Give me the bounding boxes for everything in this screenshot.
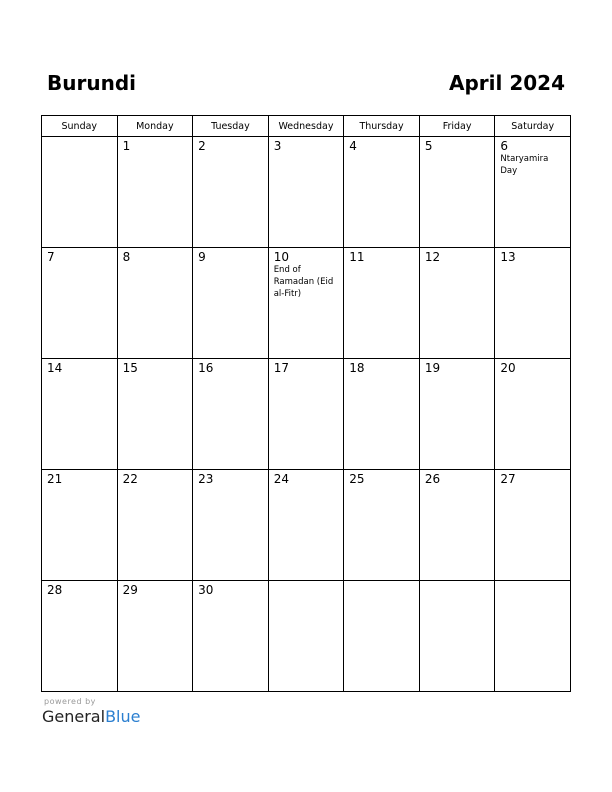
country-title: Burundi	[47, 71, 136, 95]
holiday-label: End of Ramadan (Eid al-Fitr)	[273, 265, 334, 299]
weekday-thursday: Thursday	[344, 116, 420, 137]
day-number: 11	[349, 250, 365, 264]
day-cell	[344, 359, 420, 470]
day-number: 4	[349, 139, 357, 153]
day-number: 5	[424, 139, 433, 153]
powered-by-text: powered by	[44, 697, 96, 706]
day-cell	[268, 359, 344, 470]
day-cell	[419, 248, 495, 359]
day-cell	[344, 470, 420, 581]
weekday-sunday: Sunday	[42, 116, 118, 137]
day-number	[269, 581, 344, 583]
day-number: 19	[424, 361, 441, 375]
day-cell	[495, 359, 571, 470]
day-cell	[193, 470, 269, 581]
day-number: 12	[424, 250, 441, 264]
day-cell	[117, 581, 193, 692]
week-row	[42, 359, 571, 470]
day-number: 17	[273, 361, 289, 375]
day-number: 28	[47, 583, 63, 597]
day-cell	[419, 470, 495, 581]
day-number: 25	[349, 472, 365, 486]
day-number	[420, 581, 495, 583]
day-cell	[419, 359, 495, 470]
day-cell	[42, 359, 118, 470]
day-number: 24	[273, 472, 289, 486]
day-cell	[42, 470, 118, 581]
weekday-wednesday: Wednesday	[268, 116, 344, 137]
day-number	[344, 581, 419, 583]
holiday-label: Ntaryamira Day	[500, 154, 549, 176]
day-cell	[42, 581, 118, 692]
week-row	[42, 470, 571, 581]
day-cell	[117, 470, 193, 581]
day-number: 30	[198, 583, 214, 597]
calendar-grid	[41, 115, 571, 692]
day-number: 18	[349, 361, 365, 375]
day-number: 9	[198, 250, 206, 264]
day-cell	[268, 137, 344, 248]
day-number: 6	[500, 139, 509, 153]
weekday-monday: Monday	[117, 116, 193, 137]
day-cell	[495, 470, 571, 581]
day-number	[495, 581, 570, 583]
day-number: 10	[273, 250, 289, 264]
day-cell	[193, 137, 269, 248]
day-cell	[42, 248, 118, 359]
day-number: 16	[198, 361, 214, 375]
day-number: 21	[47, 472, 63, 486]
footer-branding	[42, 697, 140, 726]
day-number: 20	[500, 361, 516, 375]
day-number: 2	[198, 139, 206, 153]
day-cell	[344, 581, 420, 692]
day-cell	[495, 581, 571, 692]
day-number: 23	[198, 472, 214, 486]
day-cell	[495, 137, 571, 248]
day-number: 3	[273, 139, 282, 153]
day-number: 26	[424, 472, 441, 486]
day-number: 8	[122, 250, 131, 264]
day-number: 13	[500, 250, 516, 264]
day-number: 7	[47, 250, 55, 264]
day-cell	[419, 581, 495, 692]
generalblue-logo[interactable]	[42, 707, 140, 726]
day-number: 29	[122, 583, 138, 597]
day-cell	[344, 137, 420, 248]
day-number: 22	[122, 472, 138, 486]
brand-blue: Blue	[105, 707, 141, 726]
day-number: 27	[500, 472, 516, 486]
week-row	[42, 581, 571, 692]
day-cell	[117, 359, 193, 470]
day-cell	[193, 581, 269, 692]
day-cell	[193, 248, 269, 359]
day-cell	[268, 248, 344, 359]
day-cell	[344, 248, 420, 359]
day-cell	[193, 359, 269, 470]
day-number: 15	[122, 361, 138, 375]
day-cell	[268, 581, 344, 692]
week-row	[42, 248, 571, 359]
day-number: 14	[47, 361, 63, 375]
weekday-friday: Friday	[419, 116, 495, 137]
day-cell	[42, 137, 118, 248]
day-cell	[117, 248, 193, 359]
weekday-tuesday: Tuesday	[193, 116, 269, 137]
weekday-saturday: Saturday	[495, 116, 571, 137]
day-cell	[419, 137, 495, 248]
weekday-header-row	[42, 116, 571, 137]
day-cell	[117, 137, 193, 248]
day-number: 1	[122, 139, 131, 153]
day-cell	[495, 248, 571, 359]
brand-general: General	[42, 707, 106, 726]
month-title: April 2024	[449, 71, 565, 95]
day-number	[42, 137, 117, 139]
day-cell	[268, 470, 344, 581]
week-row	[42, 137, 571, 248]
